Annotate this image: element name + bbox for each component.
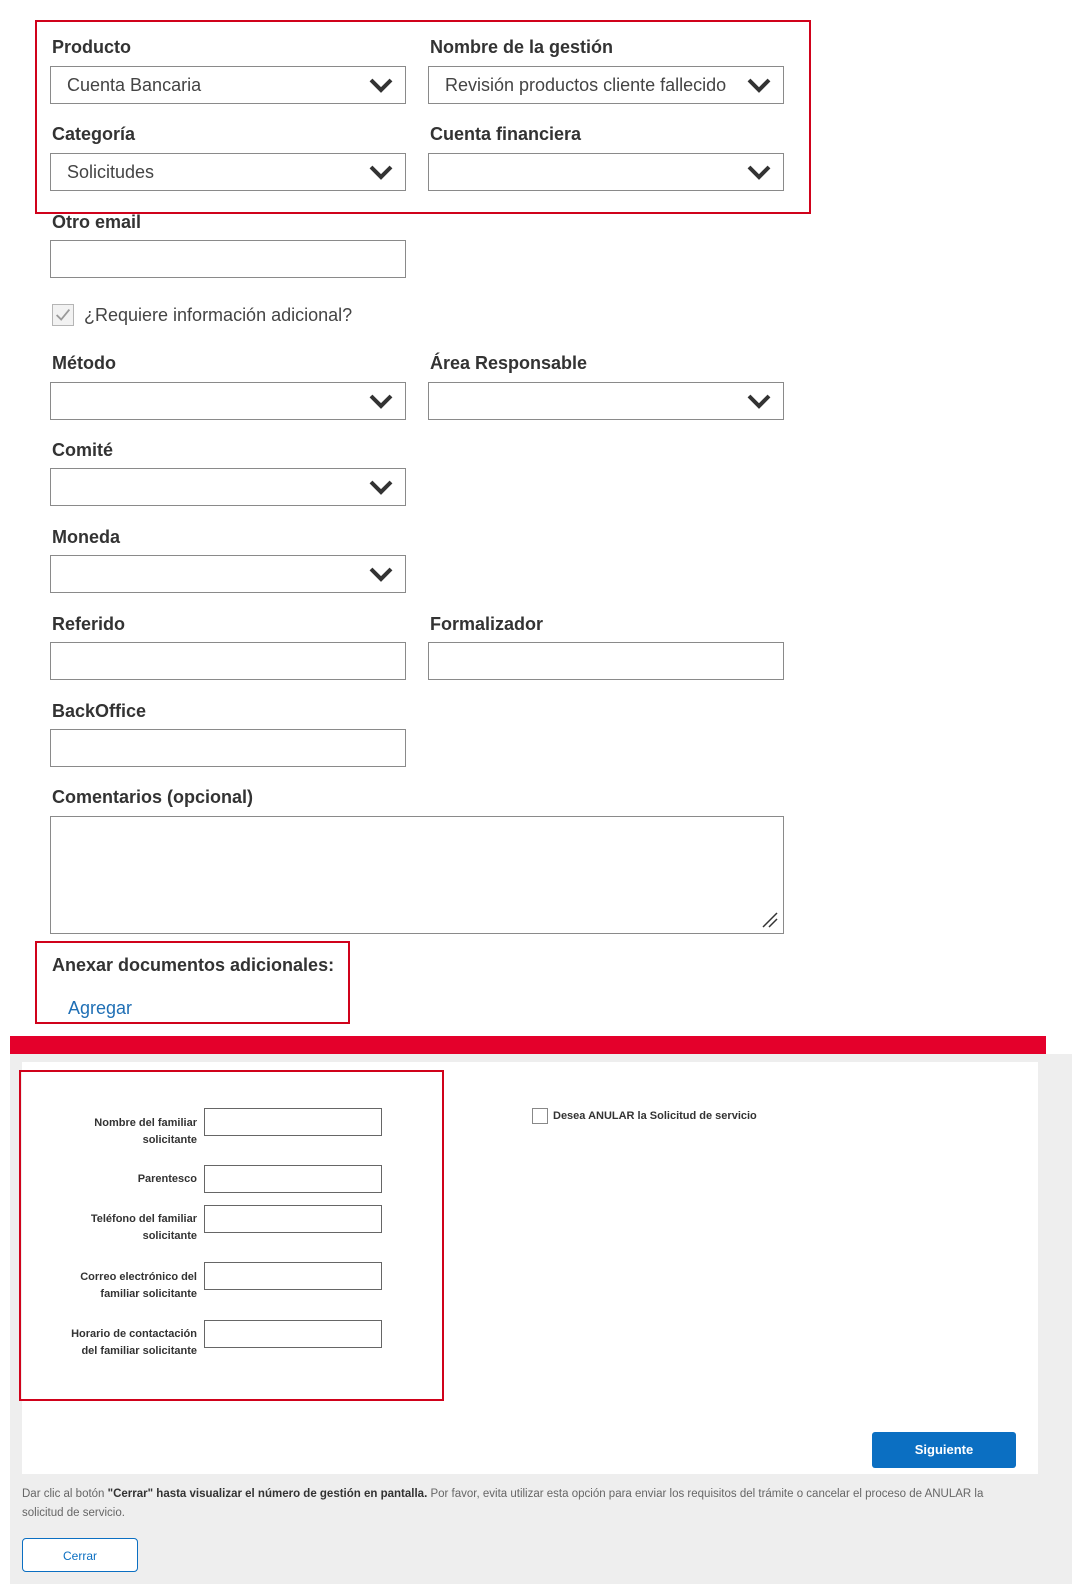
footer-note-bold-text: hasta visualizar el número de gestión en pantalla. [153, 1488, 428, 1500]
horario-label: Horario de contactación del familiar solicitante [71, 1328, 197, 1357]
cuenta-financiera-select[interactable] [428, 153, 784, 191]
siguiente-button[interactable]: Siguiente [872, 1432, 1016, 1468]
checkmark-icon [53, 305, 73, 325]
comite-select[interactable] [50, 468, 406, 506]
anular-checkbox[interactable] [532, 1108, 548, 1124]
chevron-down-icon [369, 392, 393, 410]
comite-label: Comité [52, 440, 114, 460]
correo-input[interactable] [204, 1262, 382, 1290]
nombre-gestion-value: Revisión productos cliente fallecido [445, 75, 727, 95]
otro-email-label: Otro email [52, 212, 142, 232]
familiar-nombre-input[interactable] [204, 1108, 382, 1136]
categoria-select[interactable] [50, 153, 406, 191]
footer-note [22, 1485, 1022, 1523]
telefono-input[interactable] [204, 1205, 382, 1233]
producto-label: Producto [52, 37, 131, 57]
producto-value: Cuenta Bancaria [67, 75, 202, 95]
chevron-down-icon [747, 76, 771, 94]
referido-input[interactable] [50, 642, 406, 680]
resize-handle-icon[interactable] [759, 909, 779, 929]
chevron-down-icon [369, 76, 393, 94]
chevron-down-icon [747, 163, 771, 181]
referido-label: Referido [52, 614, 126, 634]
categoria-value: Solicitudes [67, 162, 155, 182]
horario-input[interactable] [204, 1320, 382, 1348]
chevron-down-icon [747, 392, 771, 410]
area-responsable-label: Área Responsable [430, 353, 588, 373]
moneda-label: Moneda [52, 527, 121, 547]
area-responsable-select[interactable] [428, 382, 784, 420]
comentarios-textarea[interactable] [50, 816, 784, 934]
producto-select[interactable] [50, 66, 406, 104]
comentarios-label: Comentarios (opcional) [52, 787, 254, 807]
agregar-link[interactable]: Agregar [68, 998, 133, 1018]
telefono-label: Teléfono del familiar solicitante [90, 1213, 197, 1242]
anular-label: Desea ANULAR la Solicitud de servicio [553, 1110, 757, 1122]
red-divider-bar [10, 1036, 1046, 1054]
correo-label: Correo electrónico del familiar solicitante [80, 1271, 197, 1300]
nombre-gestion-select[interactable] [428, 66, 784, 104]
backoffice-input[interactable] [50, 729, 406, 767]
parentesco-input[interactable] [204, 1165, 382, 1193]
nombre-gestion-label: Nombre de la gestión [430, 37, 614, 57]
chevron-down-icon [369, 163, 393, 181]
formalizador-input[interactable] [428, 642, 784, 680]
parentesco-label: Parentesco [137, 1173, 197, 1185]
requiere-info-checkbox[interactable] [52, 304, 74, 326]
otro-email-input[interactable] [50, 240, 406, 278]
metodo-select[interactable] [50, 382, 406, 420]
moneda-select[interactable] [50, 555, 406, 593]
anexar-label: Anexar documentos adicionales: [52, 955, 335, 975]
footer-note-bold-cerrar: "Cerrar" [107, 1488, 154, 1500]
cuenta-financiera-label: Cuenta financiera [430, 124, 582, 144]
categoria-label: Categoría [52, 124, 136, 144]
chevron-down-icon [369, 565, 393, 583]
cerrar-button[interactable]: Cerrar [22, 1538, 138, 1572]
requiere-info-label: ¿Requiere información adicional? [84, 305, 353, 325]
footer-note-prefix: Dar clic al botón [22, 1488, 108, 1500]
backoffice-label: BackOffice [52, 701, 147, 721]
familiar-nombre-label: Nombre del familiar solicitante [94, 1117, 197, 1146]
chevron-down-icon [369, 478, 393, 496]
formalizador-label: Formalizador [430, 614, 544, 634]
footer-note-rest: Por favor, evita utilizar esta opción para enviar los requisitos del trámite o cancelar el proceso de ANULAR la solicitud de servicio. [22, 1488, 984, 1519]
metodo-label: Método [52, 353, 116, 373]
